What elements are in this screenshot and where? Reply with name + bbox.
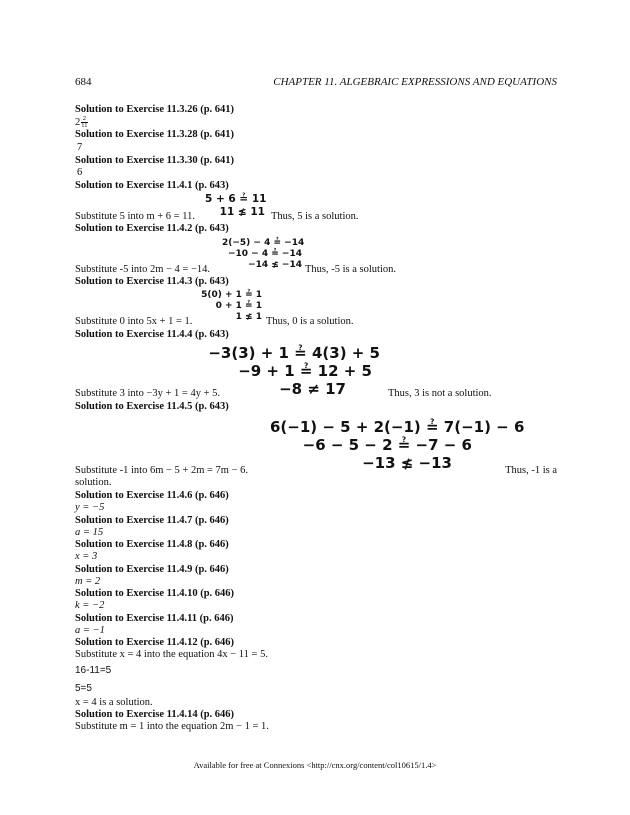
solution-heading: Solution to Exercise 11.4.10 (p. 646): [75, 588, 235, 599]
solution-answer: 7: [77, 142, 83, 153]
substitute-text: Substitute -5 into 2m − 4 = −14.: [75, 264, 211, 275]
solution-answer: a = −1: [75, 625, 105, 636]
equation-line: 5(0) + 1 ≟ 1: [201, 290, 262, 300]
work-line: 16-11=5: [75, 665, 112, 676]
conclusion-text: Thus, -5 is a solution.: [305, 264, 396, 275]
page-number: 684: [75, 76, 92, 88]
solution-heading: Solution to Exercise 11.3.26 (p. 641): [75, 104, 235, 115]
footer-availability: Available for free at Connexions <http://cnx.org/content/col10615/1.4>: [193, 760, 437, 770]
solution-heading: Solution to Exercise 11.4.3 (p. 643): [75, 276, 229, 287]
substitute-text: Substitute 0 into 5x + 1 = 1.: [75, 316, 193, 327]
solution-answer: y = −5: [75, 502, 105, 513]
solution-heading: Solution to Exercise 11.4.14 (p. 646): [75, 709, 235, 720]
equation-line: −9 + 1 ≟ 12 + 5: [238, 362, 372, 380]
solution-heading: Solution to Exercise 11.3.28 (p. 641): [75, 129, 235, 140]
equation-line: 0 + 1 ≟ 1: [215, 301, 262, 311]
solution-heading: Solution to Exercise 11.4.7 (p. 646): [75, 515, 229, 526]
equation-line: 1 ≰ 1: [235, 312, 262, 322]
solution-heading: Solution to Exercise 11.4.8 (p. 646): [75, 539, 229, 550]
answer-denominator: 11: [81, 122, 88, 129]
answer-whole: 2: [75, 116, 81, 128]
solution-answer: m = 2: [75, 576, 101, 587]
equation-line: −3(3) + 1 ≟ 4(3) + 5: [208, 344, 380, 362]
solution-heading: Solution to Exercise 11.4.9 (p. 646): [75, 564, 229, 575]
solution-heading: Solution to Exercise 11.4.2 (p. 643): [75, 223, 229, 234]
substitute-text: Substitute 3 into −3y + 1 = 4y + 5.: [75, 388, 221, 399]
conclusion-text: x = 4 is a solution.: [75, 697, 153, 708]
equation-line: 11 ≰ 11: [219, 206, 265, 218]
solution-heading: Solution to Exercise 11.4.5 (p. 643): [75, 401, 229, 412]
solution-heading: Solution to Exercise 11.4.4 (p. 643): [75, 329, 229, 340]
conclusion-text: Thus, 0 is a solution.: [266, 316, 354, 327]
equation-line: 2(−5) − 4 ≟ −14: [222, 238, 305, 248]
equation-line: 6(−1) − 5 + 2(−1) ≟ 7(−1) − 6: [270, 418, 525, 436]
equation-line: −13 ≰ −13: [362, 454, 452, 472]
substitute-text: Substitute 5 into m + 6 = 11.: [75, 211, 195, 222]
solution-answer: a = 15: [75, 527, 104, 538]
equation-block: [205, 193, 265, 219]
solution-answer: k = −2: [75, 600, 105, 611]
answer-numerator: 2: [82, 115, 86, 122]
solution-heading: Solution to Exercise 11.3.30 (p. 641): [75, 155, 235, 166]
substitute-text: Substitute x = 4 into the equation 4x − 11 = 5.: [75, 649, 268, 660]
equation-block: [222, 238, 305, 271]
work-line: 5=5: [75, 683, 92, 694]
solution-heading: Solution to Exercise 11.4.1 (p. 643): [75, 180, 229, 191]
equation-block: [270, 418, 525, 472]
equation-line: −14 ≰ −14: [248, 260, 302, 270]
solution-answer: [75, 116, 88, 129]
conclusion-text: Thus, 5 is a solution.: [271, 211, 359, 222]
solution-heading: Solution to Exercise 11.4.6 (p. 646): [75, 490, 229, 501]
solution-heading: Solution to Exercise 11.4.11 (p. 646): [75, 613, 234, 624]
solution-answer: 6: [77, 167, 83, 178]
conclusion-continued: solution.: [75, 477, 112, 488]
solution-heading: Solution to Exercise 11.4.12 (p. 646): [75, 637, 235, 648]
substitute-text: Substitute -1 into 6m − 5 + 2m = 7m − 6.: [75, 465, 249, 476]
conclusion-text: Thus, 3 is not a solution.: [388, 388, 492, 399]
equation-line: −10 − 4 ≟ −14: [227, 249, 302, 259]
equation-block: [200, 344, 380, 398]
equation-line: −8 ≠ 17: [279, 380, 346, 398]
equation-line: −6 − 5 − 2 ≟ −7 − 6: [302, 436, 472, 454]
conclusion-text: Thus, -1 is a: [505, 465, 557, 476]
equation-line: 5 + 6 ≟ 11: [205, 193, 267, 205]
chapter-title: CHAPTER 11. ALGEBRAIC EXPRESSIONS AND EQUATIONS: [273, 76, 557, 88]
solution-answer: x = 3: [75, 551, 98, 562]
substitute-text: Substitute m = 1 into the equation 2m − 1 = 1.: [75, 721, 269, 732]
equation-block: [200, 290, 262, 323]
